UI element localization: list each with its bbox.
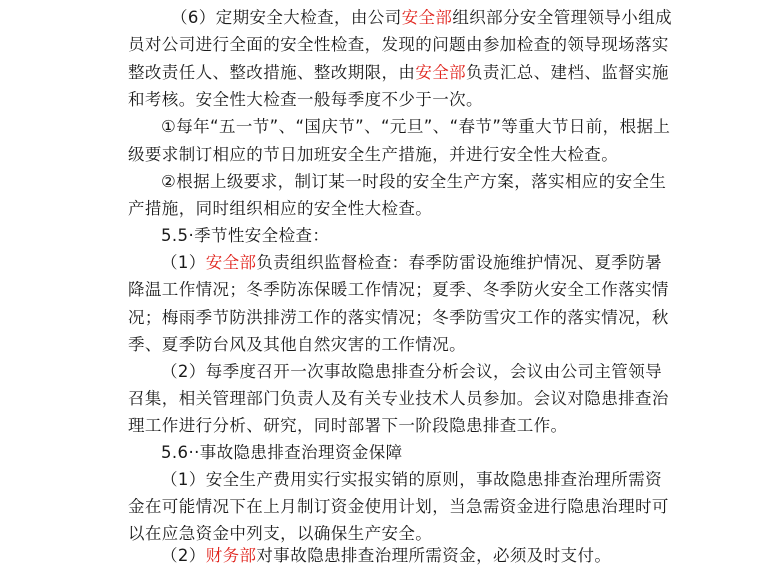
para-5-6-2-line-1: （2）财务部对事故隐患排查治理所需资金，必须及时支付。 bbox=[161, 546, 612, 565]
item-2-line-2: 产措施，同时组织相应的安全性大检查。 bbox=[128, 199, 433, 218]
para-6-line-3: 整改责任人、整改措施、整改期限，由安全部负责汇总、建档、监督实施 bbox=[128, 63, 669, 82]
para-6-line-2: 员对公司进行全面的安全性检查，发现的问题由参加检查的领导现场落实 bbox=[128, 35, 669, 54]
item-2-line-1: ②根据上级要求，制订某一时段的安全生产方案，落实相应的安全生 bbox=[161, 172, 667, 191]
dept-safety: 安全部 bbox=[415, 63, 467, 82]
para-5-6-1-line-2: 金在可能情况下在上月制订资金使用计划，当急需资金进行隐患治理时可 bbox=[128, 497, 669, 516]
dept-finance: 财务部 bbox=[205, 546, 257, 565]
para-5-5-2-line-2: 召集，相关管理部门负责人及有关专业技术人员参加。会议对隐患排查治 bbox=[128, 389, 669, 408]
para-5-5-1-line-4: 季、夏季防台风及其他自然灾害的工作情况。 bbox=[128, 335, 466, 354]
para-6-line-4: 和考核。安全性大检查一般每季度不少于一次。 bbox=[128, 90, 483, 109]
dept-safety: 安全部 bbox=[401, 8, 453, 27]
section-5-6-heading: 5.6··事故隐患排查治理资金保障 bbox=[161, 443, 403, 462]
para-5-5-1-line-2: 降温工作情况；冬季防冻保暖工作情况；夏季、冬季防火安全工作落实情 bbox=[128, 280, 669, 299]
item-1-line-2: 级要求制订相应的节日加班安全生产措施，并进行安全性大检查。 bbox=[128, 145, 619, 164]
para-5-5-1-line-1: （1）安全部负责组织监督检查：春季防雷设施维护情况、夏季防暑 bbox=[161, 253, 663, 272]
para-5-5-2-line-3: 理工作进行分析、研究，同时部署下一阶段隐患排查工作。 bbox=[128, 416, 568, 435]
para-6-line-1: （6）定期安全大检查，由公司安全部组织部分安全管理领导小组成 bbox=[171, 8, 673, 27]
item-1-line-1: ①每年“五一节”、“国庆节”、“元旦”、“春节”等重大节日前，根据上 bbox=[161, 117, 671, 136]
para-5-6-1-line-1: （1）安全生产费用实行实报实销的原则，事故隐患排查治理所需资 bbox=[161, 470, 662, 489]
para-5-6-1-line-3: 以在应急资金中列支，以确保生产安全。 bbox=[128, 524, 433, 543]
para-5-5-1-line-3: 况；梅雨季节防洪排涝工作的落实情况；冬季防雪灾工作的落实情况，秋 bbox=[128, 308, 669, 327]
section-5-5-heading: 5.5·季节性安全检查： bbox=[161, 226, 330, 245]
dept-safety: 安全部 bbox=[205, 253, 257, 272]
para-5-5-2-line-1: （2）每季度召开一次事故隐患排查分析会议，会议由公司主管领导 bbox=[161, 362, 662, 381]
